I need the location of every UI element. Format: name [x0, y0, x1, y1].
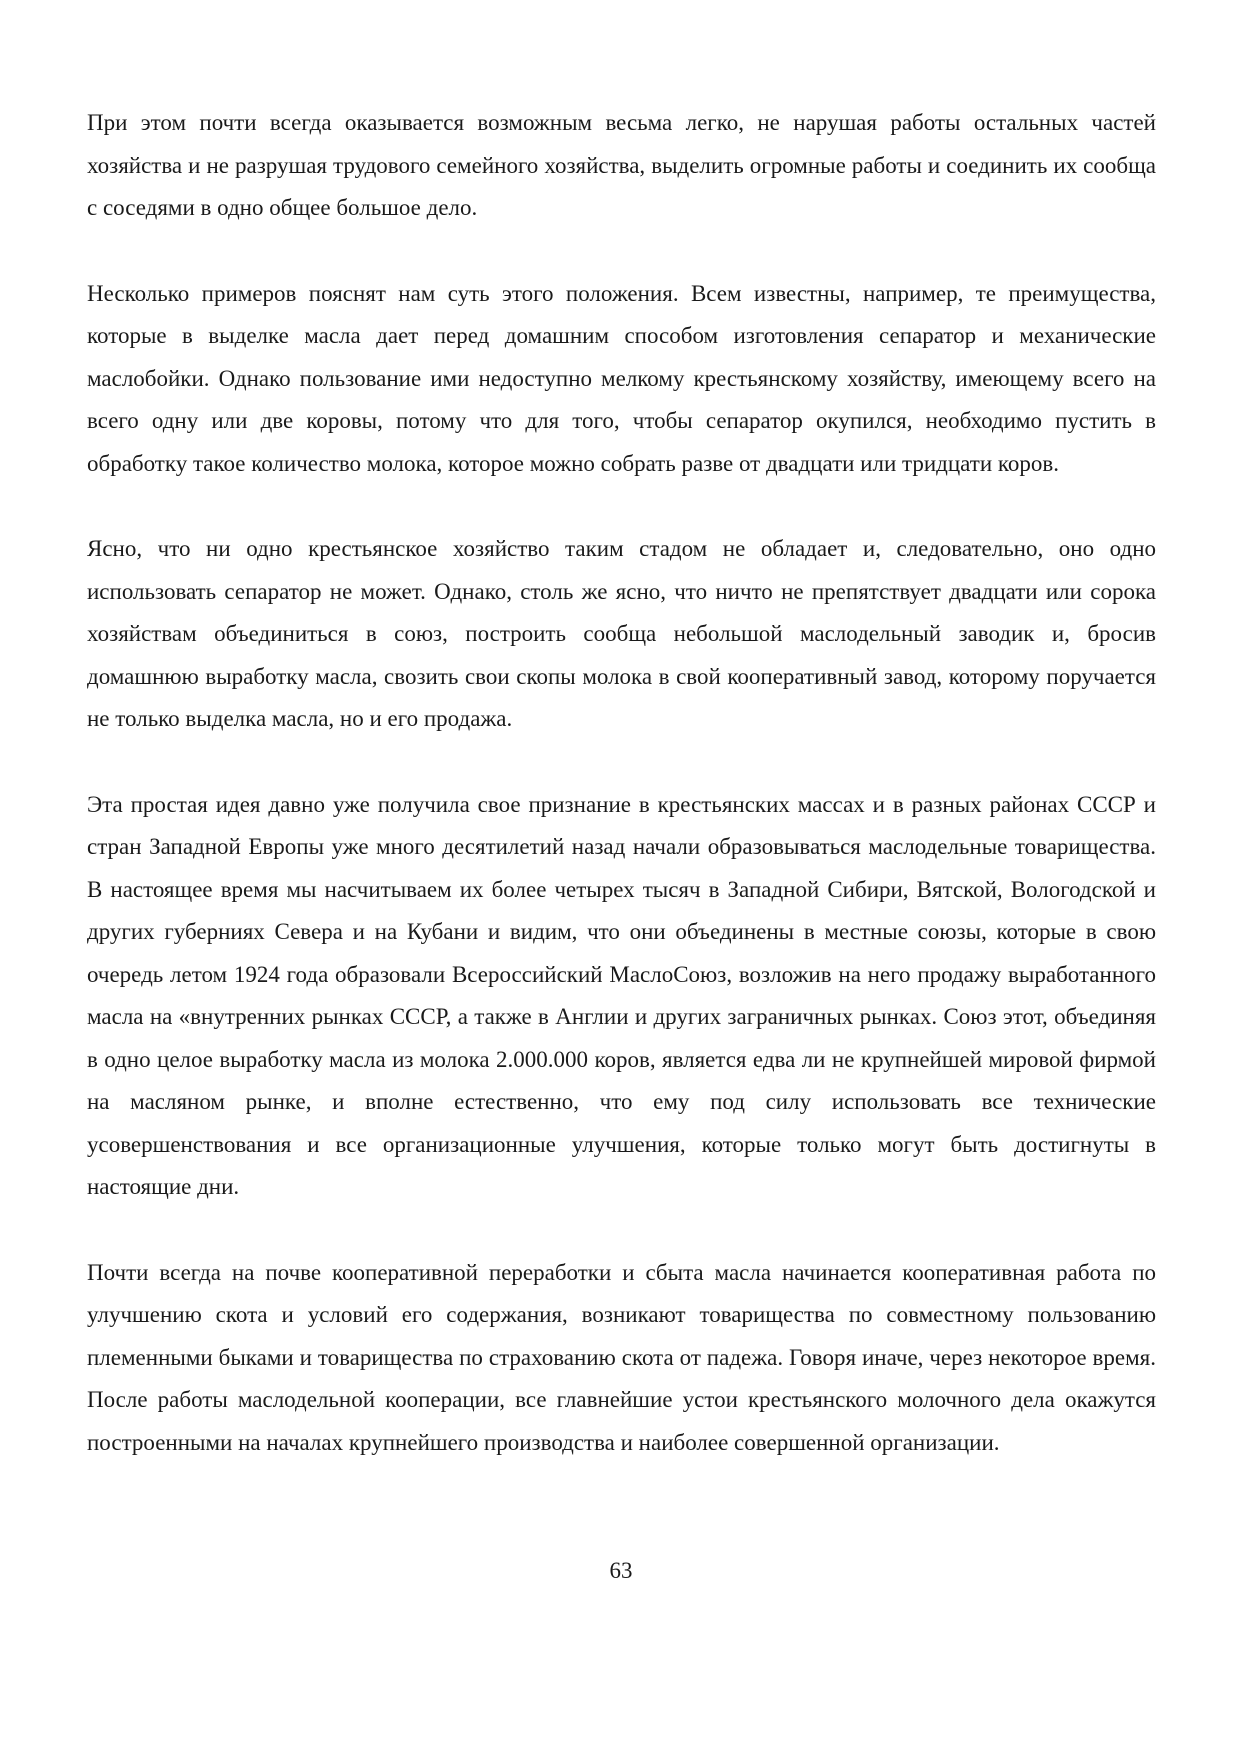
paragraph-3: Ясно, что ни одно крестьянское хозяйство таким стадом не обладает и, следовательно, оно одно использовать сепаратор не может. Однако, столь же ясно, что ничто не препятствует двадцати или сорока хозяйствам объединиться в союз, построить сообща небольшой маслодельный заводик и, бросив домашнюю выработку масла, свозить свои скопы молока в свой кооперативный завод, которому поручается не только выделка масла, но и его продажа.	[87, 536, 1156, 731]
paragraph-2: Несколько примеров пояснят нам суть этого положения. Всем известны, например, те преимущества, которые в выделке масла дает перед домашним способом изготовления сепаратор и механические маслобойки. Однако пользование ими недоступно мелкому крестьянскому хозяйству, имеющему всего на всего одну или две коровы, потому что для того, чтобы сепаратор окупился, необходимо пустить в обработку такое количество молока, которое можно собрать разве от двадцати или тридцати коров.	[87, 280, 1156, 476]
paragraph-5: Почти всегда на почве кооперативной переработки и сбыта масла начинается кооперативная работа по улучшению скота и условий его содержания, возникают товарищества по совместному пользованию племенными быками и товарищества по страхованию скота от падежа. Говоря иначе, через некоторое время. После работы маслодельной кооперации, все главнейшие устои крестьянского молочного дела окажутся построенными на началах крупнейшего производства и наиболее совершенной организации.	[87, 1259, 1156, 1455]
paragraph-4: Эта простая идея давно уже получила свое признание в крестьянских массах и в разных районах СССР и стран Западной Европы уже много десятилетий назад начали образовываться маслодельные товарищества. В настоящее время мы насчитываем их более четырех тысяч в Западной Сибири, Вятской, Вологодской и других губерниях Севера и на Кубани и видим, что они объединены в местные союзы, которые в свою очередь летом 1924 года образовали Всероссийский МаслоСоюз, возложив на него продажу выработанного масла на «внутренних рынках СССР, а также в Англии и других заграничных рынках. Союз этот, объединяя в одно целое выработку масла из молока 2.000.000 коров, является едва ли не крупнейшей мировой фирмой на масляном рынке, и вполне естественно, что ему под силу использовать все технические усовершенствования и все организационные улучшения, которые только могут быть достигнуты в настоящие дни.	[87, 791, 1156, 1199]
text-column	[87, 102, 1156, 1507]
page-number: 63	[609, 1558, 633, 1583]
paragraph-1: При этом почти всегда оказывается возможным весьма легко, не нарушая работы остальных частей хозяйства и не разрушая трудового семейного хозяйства, выделить огромные работы и соединить их сообща с соседями в одно общее большое дело.	[87, 110, 1156, 220]
